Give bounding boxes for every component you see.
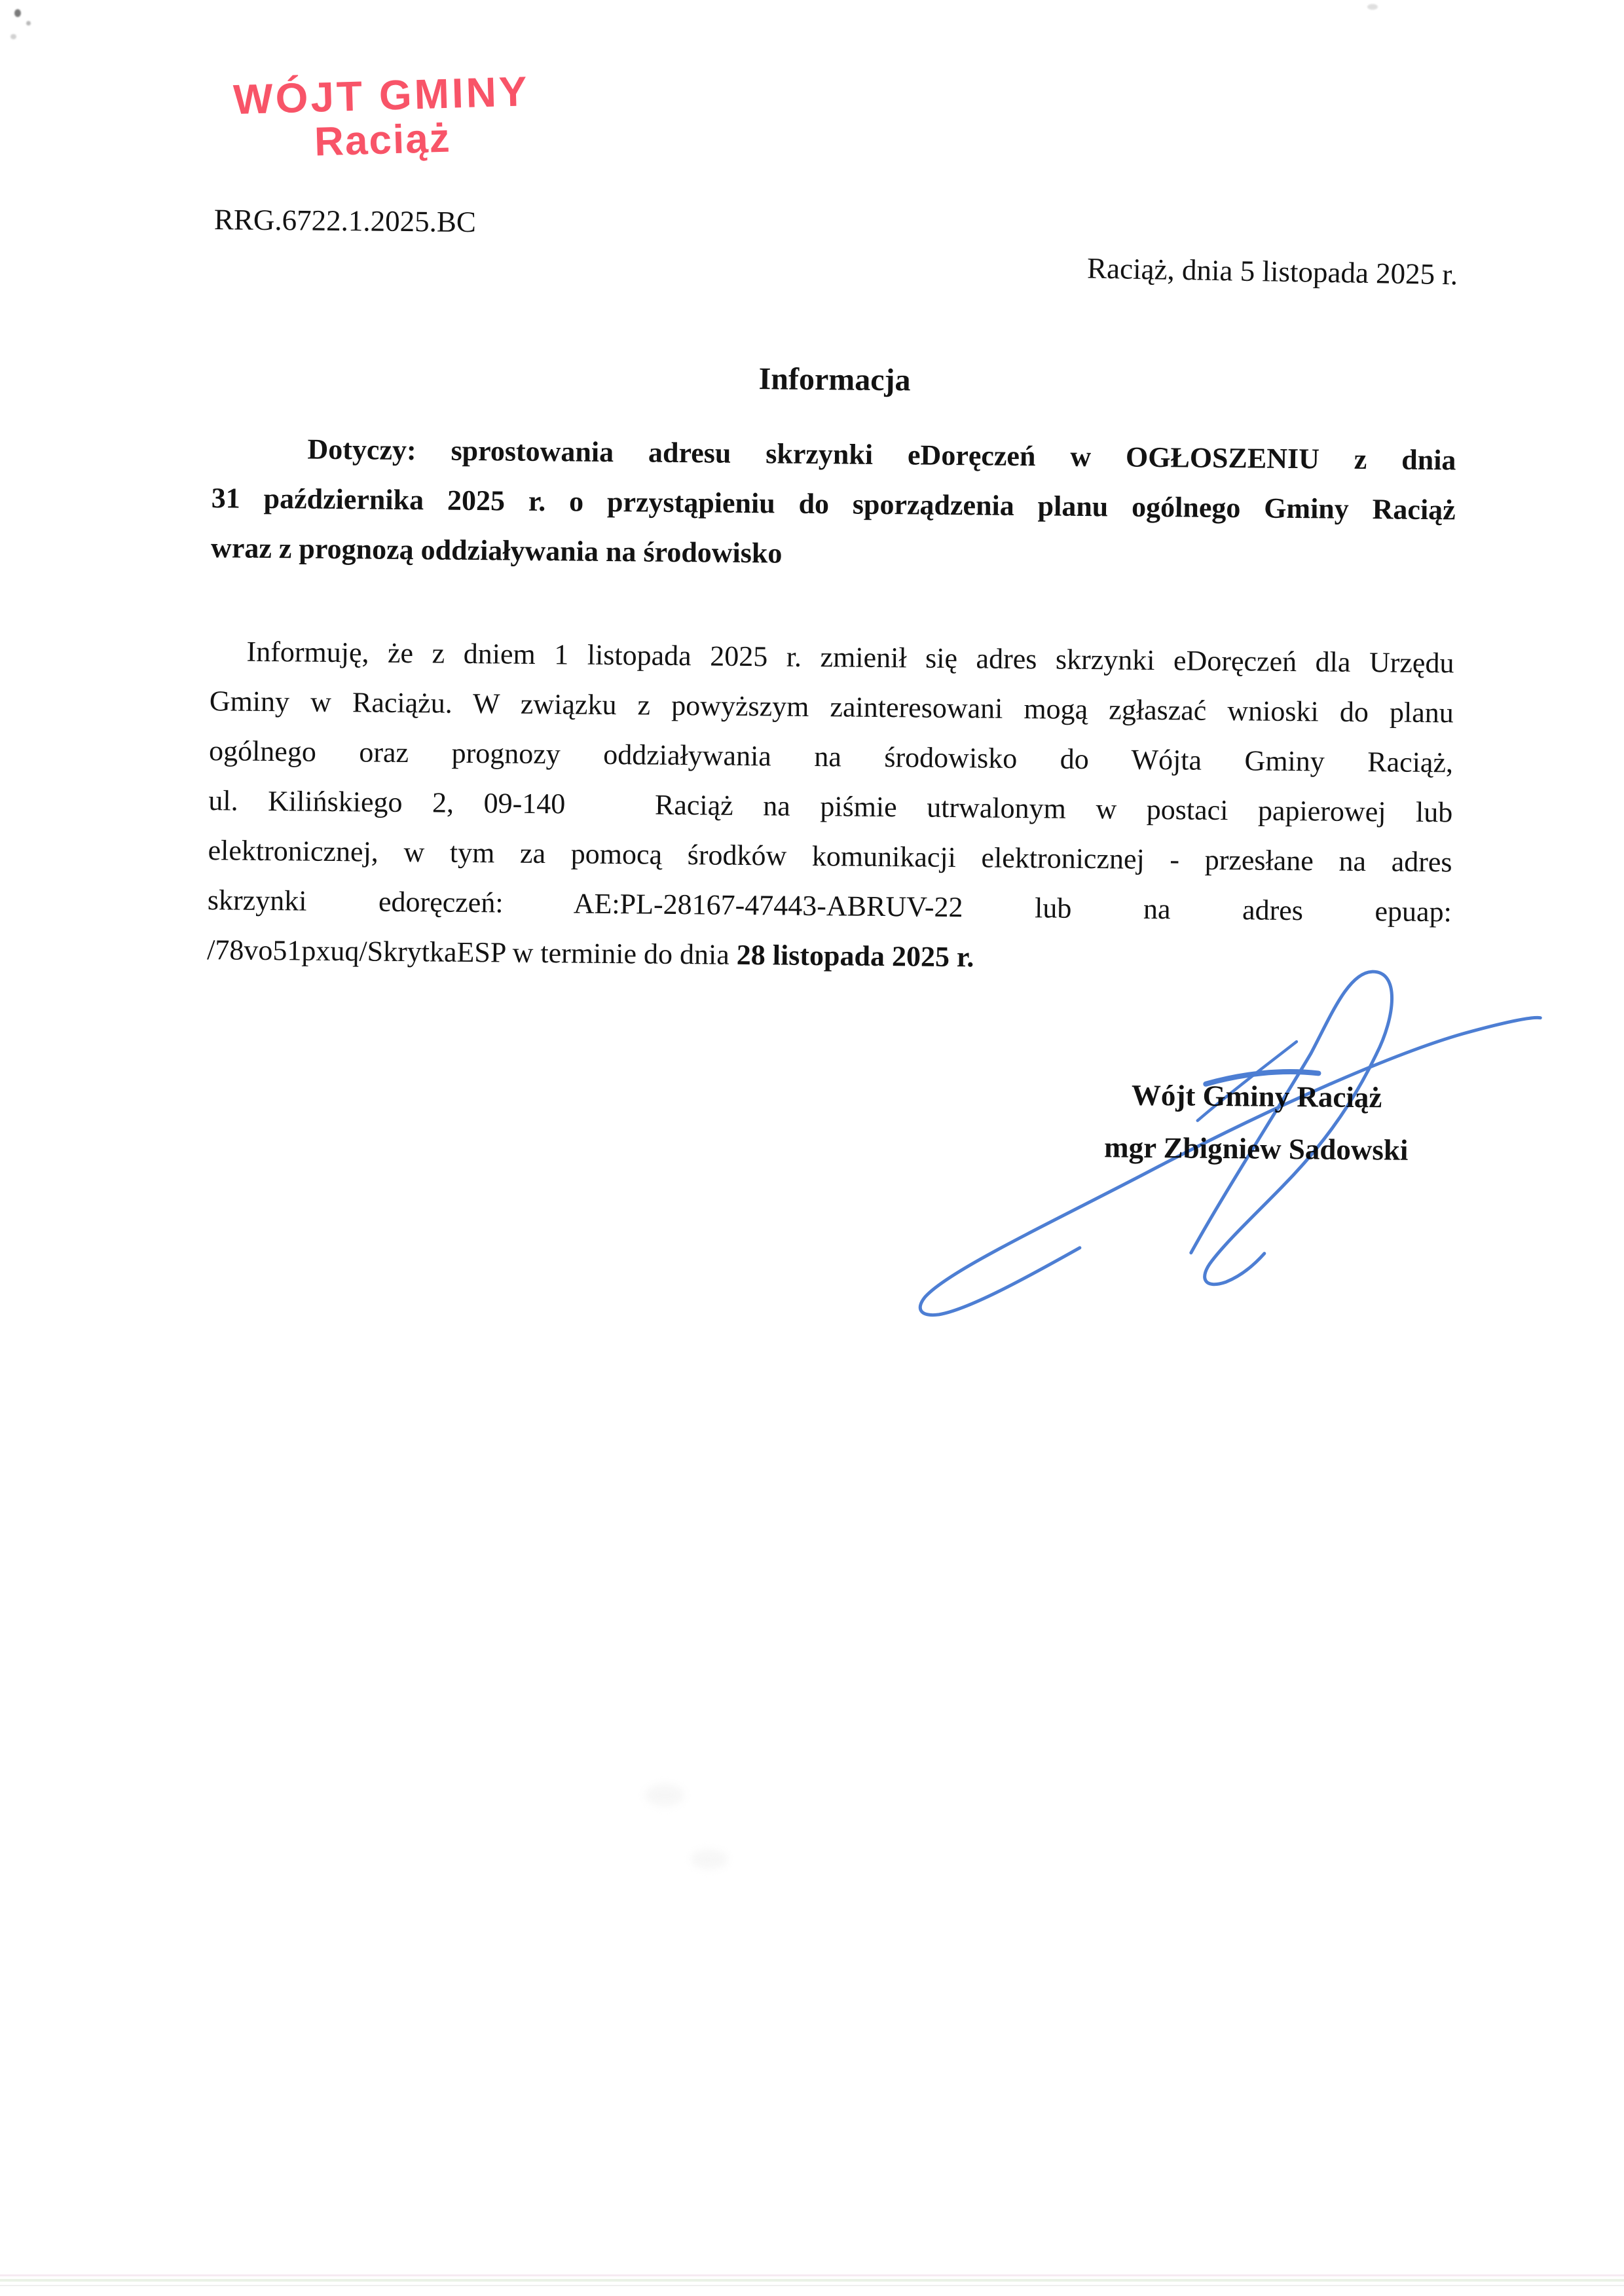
body-line: Informuję, że z dniem 1 listopada 2025 r. zmienił się adres skrzynki eDoręczeń dla Urzędu — [246, 635, 1454, 680]
scanner-edge-line — [0, 2274, 1624, 2276]
signer-name: mgr Zbigniew Sadowski — [1103, 1131, 1409, 1167]
deadline-date: 28 listopada 2025 r. — [736, 938, 974, 974]
document-title: Informacja — [758, 361, 911, 398]
deadline-text: /78vo51pxuq/SkrytkaESP w terminie do dnia — [206, 934, 737, 971]
subject-line: wraz z prognozą oddziaływania na środowisko — [210, 532, 783, 570]
stamp-line-2: Raciąż — [314, 115, 452, 165]
signer-title: Wójt Gminy Raciąż — [1131, 1078, 1382, 1114]
scanner-edge-line — [0, 2285, 1624, 2286]
office-stamp — [231, 67, 534, 165]
body-line: skrzynki edoręczeń: AE:PL-28167-47443-ABRUV-22 lub na adres epuap: — [207, 884, 1452, 928]
reference-number: RRG.6722.1.2025.BC — [213, 203, 477, 239]
body-paragraph — [207, 627, 1454, 987]
body-line: Gminy w Raciążu. W związku z powyższym zainteresowani mogą zgłaszać wnioski do planu — [209, 685, 1454, 729]
body-line: elektronicznej, w tym za pomocą środków komunikacji elektronicznej - przesłane na adres — [208, 834, 1452, 879]
subject-line: Dotyczy: sprostowania adresu skrzynki eDoręczeń w OGŁOSZENIU z dnia — [307, 433, 1456, 477]
stamp-line-1: WÓJT GMINY — [232, 67, 530, 124]
handwritten-signature-ink — [908, 950, 1556, 1332]
subject-paragraph — [211, 424, 1456, 585]
body-line: ogólnego oraz prognozy oddziaływania na środowisko do Wójta Gminy Raciąż, — [208, 735, 1454, 779]
body-line: ul. Kilińskiego 2, 09-140 Raciąż na piśmie utrwalonym w postaci papierowej lub — [208, 784, 1453, 829]
subject-line: 31 października 2025 r. o przystąpieniu do sporządzenia planu ogólnego Gminy Raciąż — [211, 482, 1456, 526]
place-and-date: Raciąż, dnia 5 listopada 2025 r. — [1086, 251, 1458, 291]
scanner-edge-line — [0, 2279, 1624, 2282]
